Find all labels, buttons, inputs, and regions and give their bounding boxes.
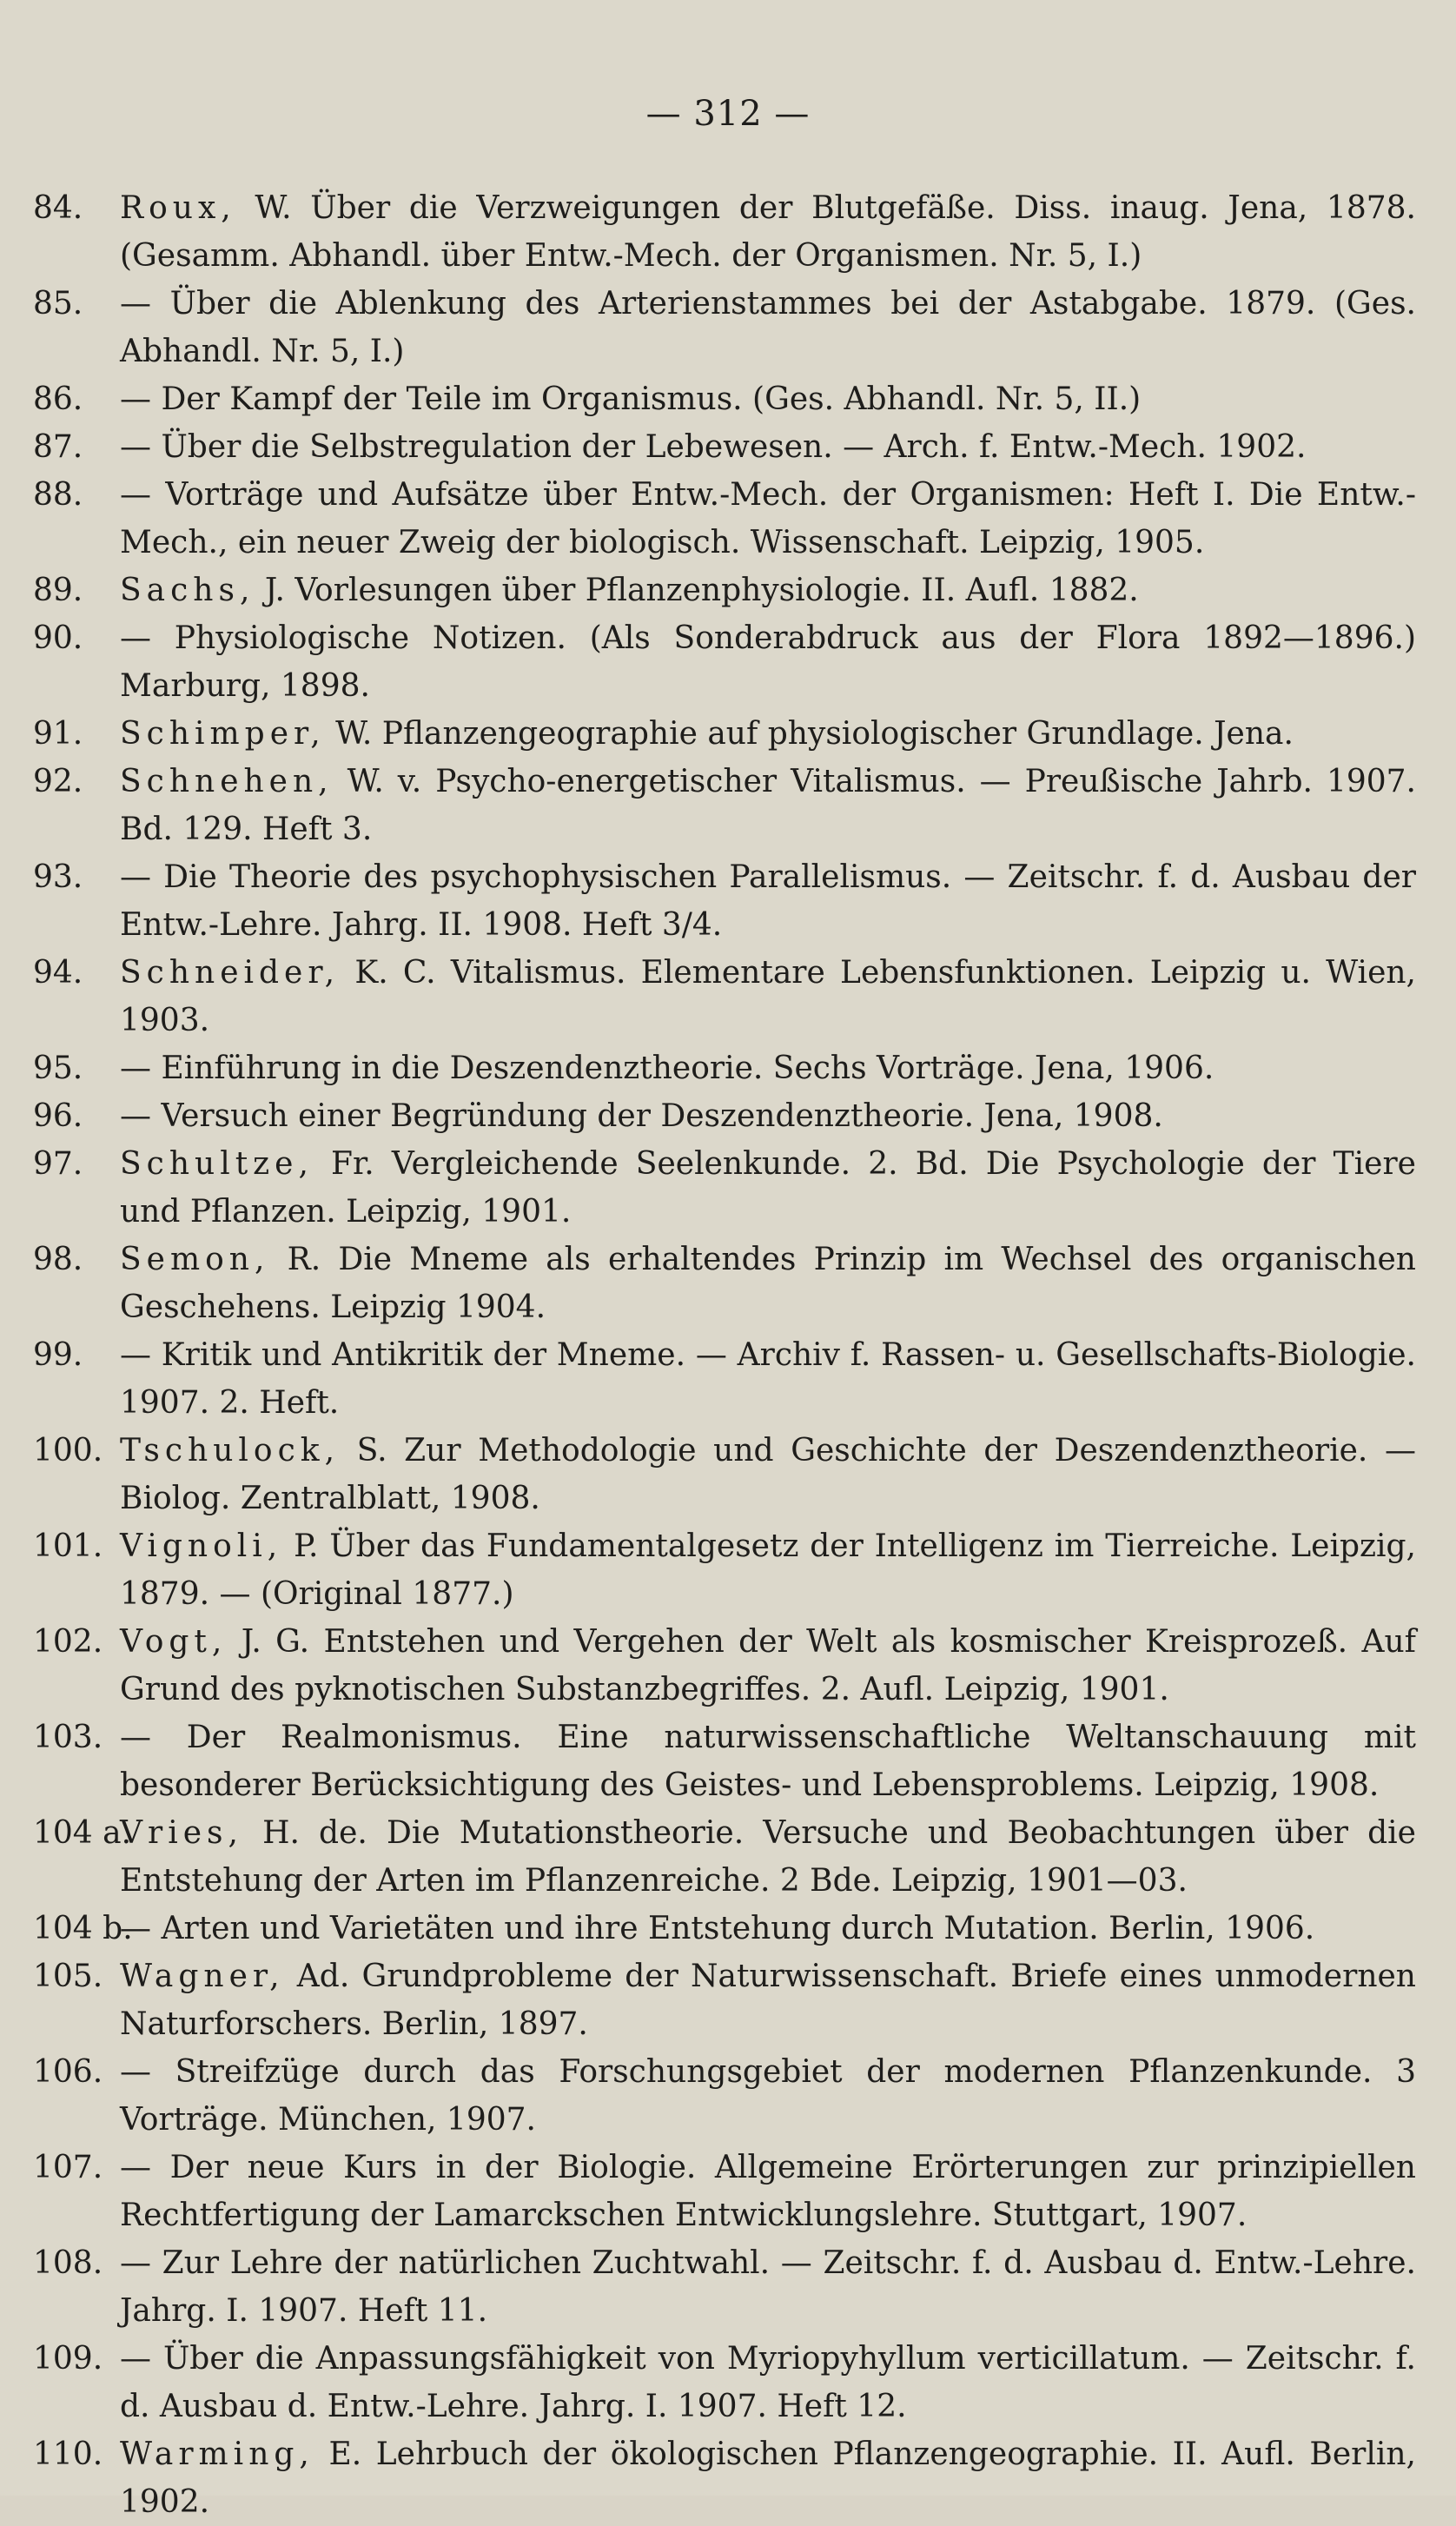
entry-text [120, 1140, 1416, 1236]
bibliography-entry [33, 1905, 1416, 1953]
entry-number: 99. [33, 1337, 83, 1373]
entry-number: 107. [33, 2150, 103, 2185]
entry-body: — Versuch einer Begründung der Deszendenztheorie. Jena, 1908. [120, 1098, 1163, 1134]
entry-body: Fr. Vergleichende Seelenkunde. 2. Bd. Die Psychologie der Tiere und Pflanzen. Leipzig, 1901. [120, 1146, 1416, 1230]
entry-number: 100. [33, 1433, 103, 1469]
entry-body: — Der neue Kurs in der Biologie. Allgemeine Erörterungen zur prinzipiellen Rechtfertigung der Lamarckschen Entwicklungslehre. Stuttgart, 1907. [120, 2150, 1416, 2233]
entry-text [120, 2430, 1416, 2526]
entry-text [120, 1236, 1416, 1331]
entry-body: — Über die Ablenkung des Arterienstammes bei der Astabgabe. 1879. (Ges. Abhandl. Nr. 5, I.) [120, 286, 1416, 369]
entry-body: — Die Theorie des psychophysischen Parallelismus. — Zeitschr. f. d. Ausbau der Entw.-Lehre. Jahrg. II. 1908. Heft 3/4. [120, 859, 1416, 943]
entry-number: 85. [33, 286, 83, 322]
entry-text [120, 1809, 1416, 1905]
entry-number: 86. [33, 381, 83, 417]
entry-author: Schnehen, [120, 764, 334, 799]
entry-body: — Arten und Varietäten und ihre Entstehung durch Mutation. Berlin, 1906. [120, 1911, 1315, 1946]
entry-author: Semon, [120, 1242, 270, 1277]
entry-text [120, 280, 1416, 375]
entry-text [120, 1953, 1416, 2048]
entry-author: Schultze, [120, 1146, 314, 1182]
entry-number: 90. [33, 620, 83, 656]
entry-body: — Über die Selbstregulation der Lebewesen. — Arch. f. Entw.-Mech. 1902. [120, 429, 1307, 465]
entry-text [120, 1092, 1416, 1140]
entry-body: — Vorträge und Aufsätze über Entw.-Mech. der Organismen: Heft I. Die Entw.-Mech., ein neuer Zweig der biologisch. Wissenschaft. Leipzig, 1905. [120, 477, 1416, 560]
entry-number: 95. [33, 1051, 83, 1086]
entry-body: W. v. Psycho-energetischer Vitalismus. — Preußische Jahrb. 1907. Bd. 129. Heft 3. [120, 764, 1417, 847]
entry-text [120, 710, 1416, 758]
entry-body: H. de. Die Mutationstheorie. Versuche und Beobachtungen über die Entstehung der Arten im Pflanzenreiche. 2 Bde. Leipzig, 1901—03. [120, 1815, 1416, 1899]
entry-text [120, 2048, 1416, 2144]
bibliography-entry [33, 184, 1416, 280]
entry-author: Warming, [120, 2436, 314, 2472]
entry-text [120, 375, 1416, 423]
bibliography-entry [33, 1331, 1416, 1427]
entry-number: 98. [33, 1242, 83, 1277]
entry-text [120, 1618, 1416, 1714]
entry-number: 108. [33, 2245, 103, 2281]
bibliography-entry [33, 1044, 1416, 1092]
bibliography-entry [33, 1522, 1416, 1618]
entry-text [120, 1044, 1416, 1092]
entry-text [120, 2144, 1416, 2239]
entry-text [120, 567, 1416, 614]
entry-number: 87. [33, 429, 83, 465]
entry-body: — Zur Lehre der natürlichen Zuchtwahl. — Zeitschr. f. d. Ausbau d. Entw.-Lehre. Jahrg. I. 1907. Heft 11. [120, 2245, 1416, 2329]
bibliography-entry [33, 1953, 1416, 2048]
bibliography-entry [33, 710, 1416, 758]
entry-text [120, 1522, 1416, 1618]
entry-number: 106. [33, 2054, 103, 2090]
bibliography-entry [33, 2144, 1416, 2239]
bibliography-entry [33, 853, 1416, 949]
entry-number: 93. [33, 859, 83, 895]
entry-body: W. Über die Verzweigungen der Blutgefäße. Diss. inaug. Jena, 1878. (Gesamm. Abhandl. über Entw.-Mech. der Organismen. Nr. 5, I.) [120, 190, 1416, 274]
entry-author: Roux, [120, 190, 236, 226]
entry-body: J. Vorlesungen über Pflanzenphysiologie. II. Aufl. 1882. [264, 573, 1139, 608]
entry-number: 105. [33, 1959, 103, 1994]
entry-body: P. Über das Fundamentalgesetz der Intelligenz im Tierreiche. Leipzig, 1879. — (Original 1877.) [120, 1528, 1416, 1612]
page-number: — 312 — [645, 94, 811, 134]
entry-author: Schimper, [120, 716, 326, 752]
bibliography-entry [33, 567, 1416, 614]
entry-number: 84. [33, 190, 83, 226]
entry-text [120, 949, 1416, 1044]
entry-author: Schneider, [120, 955, 341, 991]
entry-body: — Physiologische Notizen. (Als Sonderabdruck aus der Flora 1892—1896.) Marburg, 1898. [120, 620, 1416, 704]
bibliography-entry [33, 2335, 1416, 2430]
bibliography-entry [33, 375, 1416, 423]
entry-body: Ad. Grundprobleme der Naturwissenschaft. Briefe eines unmodernen Naturforschers. Berlin, 1897. [120, 1959, 1416, 2042]
bibliography-list [33, 184, 1416, 2526]
entry-author: Vogt, [120, 1624, 228, 1660]
entry-number: 96. [33, 1098, 83, 1134]
entry-number: 104 a. [33, 1815, 132, 1851]
bibliography-entry [33, 471, 1416, 567]
entry-text [120, 184, 1416, 280]
entry-body: — Über die Anpassungsfähigkeit von Myriopyhyllum verticillatum. — Zeitschr. f. d. Ausbau d. Entw.-Lehre. Jahrg. I. 1907. Heft 12. [120, 2341, 1416, 2424]
entry-number: 94. [33, 955, 83, 991]
bibliography-entry [33, 1427, 1416, 1522]
entry-text [120, 1427, 1416, 1522]
entry-text [120, 1714, 1416, 1809]
entry-author: Vignoli, [120, 1528, 283, 1564]
entry-body: K. C. Vitalismus. Elementare Lebensfunktionen. Leipzig u. Wien, 1903. [120, 955, 1416, 1038]
bibliography-entry [33, 1140, 1416, 1236]
entry-number: 102. [33, 1624, 103, 1660]
entry-number: 89. [33, 573, 83, 608]
entry-text [120, 423, 1416, 471]
entry-text [120, 2239, 1416, 2335]
bibliography-entry [33, 1092, 1416, 1140]
entry-number: 104 b. [33, 1911, 133, 1946]
entry-text [120, 1331, 1416, 1427]
entry-text [120, 471, 1416, 567]
bibliography-entry [33, 2048, 1416, 2144]
entry-author: Wagner, [120, 1959, 285, 1994]
bibliography-entry [33, 423, 1416, 471]
bibliography-entry [33, 614, 1416, 710]
entry-number: 88. [33, 477, 83, 513]
bibliography-entry [33, 1714, 1416, 1809]
entry-body: J. G. Entstehen und Vergehen der Welt als kosmischer Kreisprozeß. Auf Grund des pyknotischen Substanzbegriffes. 2. Aufl. Leipzig, 1901. [120, 1624, 1416, 1707]
bibliography-entry [33, 1809, 1416, 1905]
entry-text [120, 1905, 1416, 1953]
entry-number: 97. [33, 1146, 83, 1182]
entry-body: S. Zur Methodologie und Geschichte der Deszendenztheorie. — Biolog. Zentralblatt, 1908. [120, 1433, 1416, 1516]
entry-text [120, 853, 1416, 949]
entry-author: Vries, [120, 1815, 243, 1851]
entry-number: 101. [33, 1528, 103, 1564]
entry-number: 109. [33, 2341, 103, 2377]
entry-text [120, 614, 1416, 710]
entry-number: 92. [33, 764, 83, 799]
bibliography-entry [33, 2239, 1416, 2335]
entry-number: 103. [33, 1720, 103, 1755]
bibliography-entry [33, 758, 1416, 853]
entry-number: 91. [33, 716, 83, 752]
entry-body: — Der Realmonismus. Eine naturwissenschaftliche Weltanschauung mit besonderer Berücksichtigung des Geistes- und Lebensproblems. Leipzig, 1908. [120, 1720, 1416, 1803]
entry-author: Sachs, [120, 573, 255, 608]
bibliography-entry [33, 280, 1416, 375]
entry-number: 110. [33, 2436, 103, 2472]
entry-text [120, 2335, 1416, 2430]
entry-body: — Der Kampf der Teile im Organismus. (Ges. Abhandl. Nr. 5, II.) [120, 381, 1142, 417]
bibliography-entry [33, 949, 1416, 1044]
entry-body: W. Pflanzengeographie auf physiologischer Grundlage. Jena. [335, 716, 1294, 752]
entry-body: R. Die Mneme als erhaltendes Prinzip im Wechsel des organischen Geschehens. Leipzig 1904. [120, 1242, 1416, 1325]
entry-author: Tschulock, [120, 1433, 341, 1469]
entry-text [120, 758, 1416, 853]
entry-body: — Kritik und Antikritik der Mneme. — Archiv f. Rassen- u. Gesellschafts-Biologie. 1907. 2. Heft. [120, 1337, 1416, 1421]
bibliography-entry [33, 1236, 1416, 1331]
bibliography-entry [33, 2430, 1416, 2526]
entry-body: E. Lehrbuch der ökologischen Pflanzengeographie. II. Aufl. Berlin, 1902. [120, 2436, 1416, 2520]
entry-body: — Streifzüge durch das Forschungsgebiet der modernen Pflanzenkunde. 3 Vorträge. München, 1907. [120, 2054, 1416, 2138]
entry-body: — Einführung in die Deszendenztheorie. Sechs Vorträge. Jena, 1906. [120, 1051, 1214, 1086]
bibliography-entry [33, 1618, 1416, 1714]
